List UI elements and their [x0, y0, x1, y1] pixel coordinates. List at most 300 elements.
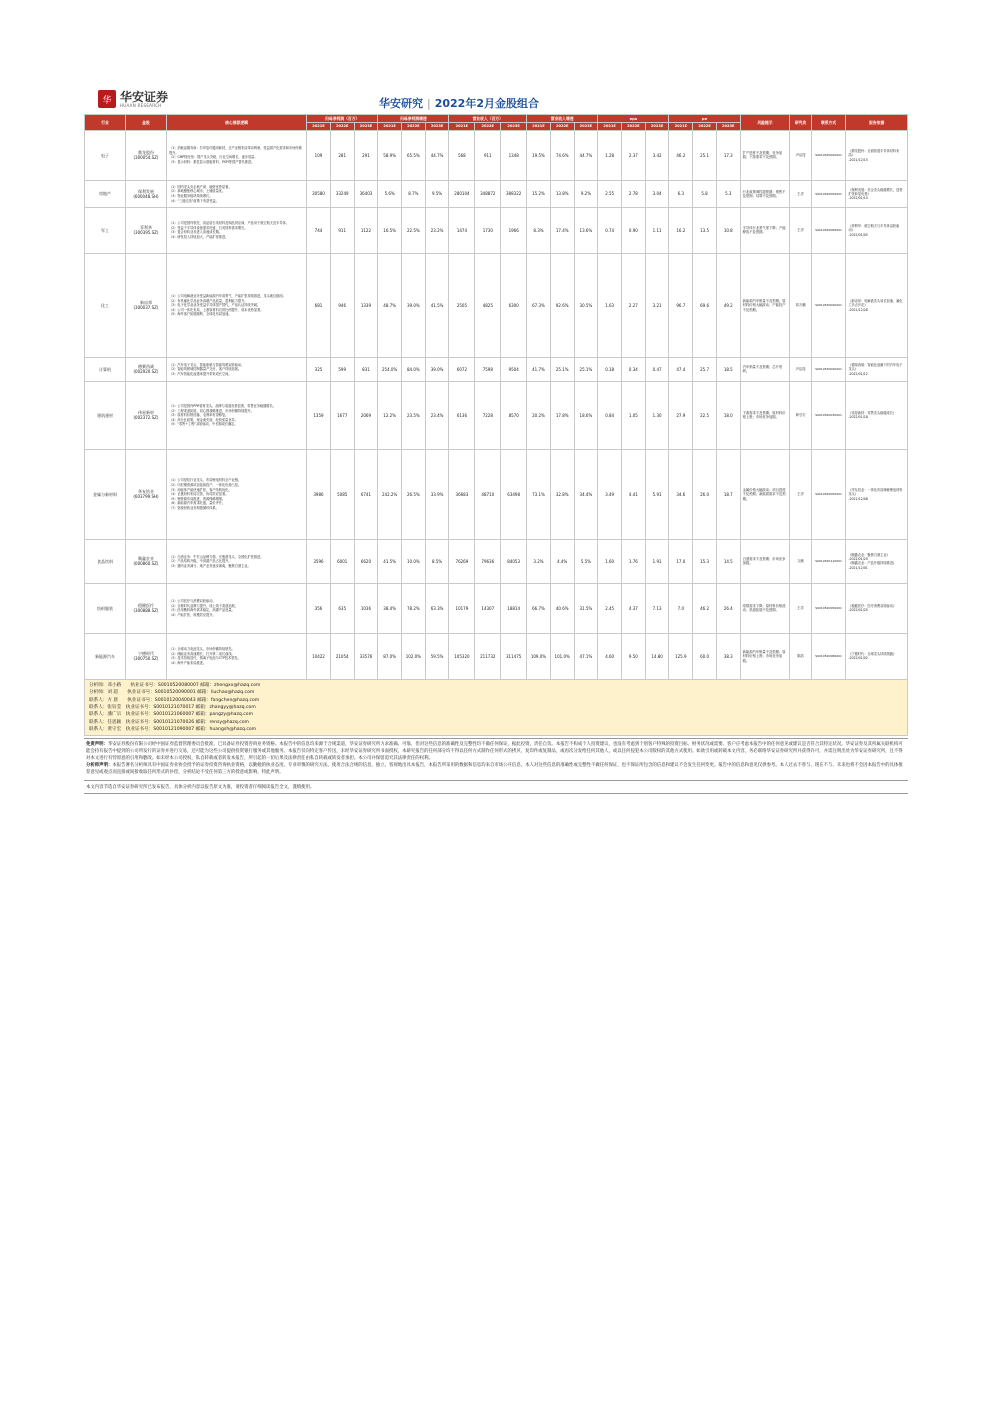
analyst-cell: 王洋 — [790, 207, 812, 253]
year-header: 2022E — [475, 123, 501, 131]
year-header: 2021E — [598, 123, 622, 131]
value-cell: 2069 — [354, 381, 378, 449]
value-cell: 4825 — [475, 253, 501, 357]
value-cell: 7.0 — [669, 583, 693, 633]
value-cell: 3.04 — [645, 180, 669, 207]
risk-cell: 汽车销量不及预期；芯片短缺。 — [740, 357, 790, 381]
value-cell: 8570 — [501, 381, 527, 449]
value-cell: 25.1% — [574, 357, 598, 381]
reason-cell: （1）国内龙头央企地产商，融资优势显著。 （2）拿地聚焦核心城市，土储质量优。 （3）物业服务板块持续增长。 （4）“三道红线”政策下有望受益。 — [166, 180, 306, 207]
contact-cell: S0010520020001 — [811, 253, 846, 357]
value-cell: 348872 — [475, 180, 501, 207]
col-profit: 归母净利润（百万） — [307, 115, 378, 123]
value-cell: 16.5% — [378, 207, 402, 253]
value-cell: 7.13 — [645, 583, 669, 633]
value-cell: 3596 — [307, 539, 331, 583]
table-row — [85, 207, 908, 253]
page-header — [84, 90, 908, 114]
value-cell: 22.5 — [693, 381, 717, 449]
value-cell: 635 — [330, 583, 354, 633]
value-cell: 18814 — [501, 583, 527, 633]
value-cell: 48710 — [475, 449, 501, 539]
value-cell: 23.2% — [425, 207, 449, 253]
value-cell: 7598 — [475, 357, 501, 381]
value-cell: 2.55 — [598, 180, 622, 207]
industry-cell: 建筑建材 — [85, 381, 126, 449]
value-cell: 102.0% — [402, 633, 426, 679]
reason-cell: （1）公司电解液业务受益新能源汽车高景气，产能扩张持续推进，龙头地位稳固。 （2）有机氟化学品业务高端产品放量，盈利能力提升。 （3）电子化学品业务受益半导体国产替代，产品认证持续突破。 （4）公司一体化布局，上游原材料自供比例提升，成本优势显著。 （5）海外客户拓展顺利，全球化布局加速。 — [166, 253, 306, 357]
industry-cell: 纺织服装 — [85, 583, 126, 633]
contact-line: 分析师：邓小路 执业证书号：S0010520080007 邮箱：zhengxx@hazq.com — [89, 682, 261, 688]
value-cell: 109 — [307, 130, 331, 180]
value-cell: 18.7 — [716, 449, 740, 539]
brand-name: 华安研究 — [379, 97, 423, 110]
value-cell: 9.2% — [574, 180, 598, 207]
value-cell: 8.5% — [425, 539, 449, 583]
year-header: 2021E — [527, 123, 551, 131]
col-stock: 金股 — [125, 115, 166, 131]
value-cell: 1348 — [501, 130, 527, 180]
value-cell: 6001 — [330, 539, 354, 583]
value-cell: 8.3% — [527, 207, 551, 253]
analyst-cell: 王洋 — [790, 449, 812, 539]
value-cell: 41.7% — [527, 357, 551, 381]
value-cell: 76269 — [449, 539, 475, 583]
value-cell: 1966 — [501, 207, 527, 253]
value-cell: 14307 — [475, 583, 501, 633]
value-cell: 1677 — [330, 381, 354, 449]
value-cell: 17.4% — [550, 207, 574, 253]
report-subtitle: 2022年2月金股组合 — [434, 97, 539, 110]
risk-cell: 下游需求不及预期；原材料价格上涨；市场竞争加剧。 — [740, 381, 790, 449]
contact-line: 联系人：任思颖 执业证书号：S0010121070026 邮箱：rensy@hazq.com — [89, 719, 250, 725]
value-cell: 65.5% — [402, 130, 426, 180]
industry-cell: 金属与新材料 — [85, 449, 126, 539]
disclaimer-text: 华安证券股份有限公司经中国证券监督管理委员会批准，已具备证券投资咨询业务资格。本报告中的信息均来源于合规渠道，华安证券研究所力求准确、可靠，但对这些信息的准确性及完整性均不做任何保证，据此投资，责任自负。本报告不构成个人投资建议，也没有考虑到个别客户特殊的投资目标、财务状况或需要。客户应考虑本报告中的任何意见或建议是否符合其特定状况。华安证券及其所属关联机构可能会持有报告中提到的公司所发行的证券并进行交易，还可能为这些公司提供投资银行服务或其他服务。本报告仅向特定客户传送，未经华安证券研究所书面授权，本研究报告的任何部分均不得以任何方式制作任何形式的拷贝、复印件或复制品，或再次分发给任何其他人，或以任何侵犯本公司版权的其他方式使用。如欲引用或转载本文内容，务必联络华安证券研究所并获得许可，并需注明出处为华安证券研究所，且不得对本文进行有悖原意的引用和删改。如未经本公司授权，私自转载或者转发本报告，所引起的一切后果及法律责任由私自转载或转发者承担。本公司并保留追究其法律责任的权利。 — [86, 742, 903, 762]
industry-cell: 计算机 — [85, 357, 126, 381]
value-cell: 13.8% — [550, 180, 574, 207]
value-cell: 36683 — [449, 449, 475, 539]
value-cell: 15.2% — [527, 180, 551, 207]
stock-cell: 顺鑫农业 (000860.SZ) — [125, 539, 166, 583]
value-cell: 1474 — [449, 207, 475, 253]
value-cell: 1339 — [354, 253, 378, 357]
reason-cell: （1）公司是国内PPR管材龙头，品牌与渠道优势显著，零售业务稳健增长。 （2）工程渠道拓展，同心圆战略推进，市场份额持续提升。 （3）原材料价格回落，毛利率有望修复。 （4）高分红政策，现金流充裕，经营质量优异。 （5）“零售+工程”双轮驱动，中长期成长确定。 — [166, 381, 306, 449]
value-cell: 36403 — [354, 180, 378, 207]
reason-cell: （1）公司是国内领先、高品质石英材料及制品供应商，产品用于航空航天及半导体。 （2）受益于半导体设备需求旺盛，石英材料需求增长。 （3）复合材料业务进入高速成长期。 （4）研发投入持续加大，产能扩张推进。 — [166, 207, 306, 253]
gold-stock-table — [84, 114, 908, 680]
value-cell: 1.91 — [645, 539, 669, 583]
value-cell: 18.0 — [716, 381, 740, 449]
value-cell: 9.50 — [622, 633, 646, 679]
value-cell: 5.91 — [645, 449, 669, 539]
table-row — [85, 381, 908, 449]
analyst-cell: 王洋 — [790, 180, 812, 207]
table-row — [85, 539, 908, 583]
value-cell: 26.5% — [402, 449, 426, 539]
value-cell: 66.7% — [527, 583, 551, 633]
value-cell: 2.37 — [622, 130, 646, 180]
value-cell: 26.0 — [693, 449, 717, 539]
risk-cell: 金属价格大幅波动；项目进度不及预期；新能源需求不及预期。 — [740, 449, 790, 539]
value-cell: 30580 — [307, 180, 331, 207]
analyst-cell: 刘万鹏 — [790, 253, 812, 357]
value-cell: 30.5% — [574, 253, 598, 357]
value-cell: 23.5% — [402, 381, 426, 449]
value-cell: 15.3 — [693, 539, 717, 583]
value-cell: 356 — [307, 583, 331, 633]
value-cell: 67.3% — [527, 253, 551, 357]
value-cell: 1.11 — [645, 207, 669, 253]
risk-cell: 新能源汽车销量不及预期；原材料价格大幅波动；产能投产不及预期。 — [740, 253, 790, 357]
report-cell: 《保利发展：央企龙头稳健增长，逆势扩张彰显优势》 -2022/01/10 — [846, 180, 908, 207]
value-cell: 25.1% — [550, 357, 574, 381]
value-cell: 8.7% — [402, 180, 426, 207]
value-cell: 831 — [354, 357, 378, 381]
col-revenue-growth: 营业收入增速 — [527, 115, 598, 123]
risk-cell: 扩产进度不及预期；竞争加剧；下游需求不及预期。 — [740, 130, 790, 180]
value-cell: 5.5% — [574, 539, 598, 583]
contact-line: 联系人：方 晨 执业证书号：S0010120040043 邮箱：fangchen@hazq.com — [89, 697, 260, 703]
value-cell: 911 — [330, 207, 354, 253]
value-cell: 73.1% — [527, 449, 551, 539]
contact-cell: S0010520050001 — [811, 583, 846, 633]
report-cell: 《菲利华：航空航天与半导体双轮驱动》 -2022/01/05 — [846, 207, 908, 253]
value-cell: 6300 — [501, 253, 527, 357]
logo-cn: 华安证券 — [120, 89, 169, 104]
value-cell: 0.84 — [598, 381, 622, 449]
value-cell: 41.5% — [425, 253, 449, 357]
value-cell: 568 — [449, 130, 475, 180]
value-cell: 5.8 — [693, 180, 717, 207]
value-cell: 3.21 — [645, 253, 669, 357]
report-cell: 《华友钴业：一体化布局铸就锂电材料龙头》 -2021/12/08 — [846, 449, 908, 539]
contact-cell: S0010520060001 — [811, 207, 846, 253]
value-cell: 84.0% — [402, 357, 426, 381]
analyst-cell: 文献 — [790, 539, 812, 583]
value-cell: 26.4 — [716, 583, 740, 633]
title-separator: | — [427, 97, 431, 110]
value-cell: 6741 — [354, 449, 378, 539]
value-cell: 3.49 — [598, 449, 622, 539]
contact-cell: S0010520030001 — [811, 381, 846, 449]
value-cell: 1.30 — [645, 381, 669, 449]
stock-cell: 保利发展 (600048.SH) — [125, 180, 166, 207]
value-cell: 0.47 — [645, 357, 669, 381]
value-cell: 1730 — [475, 207, 501, 253]
contacts-block — [84, 680, 908, 736]
report-cell: 《伟星新材：零售龙头稳健成长》 -2022/01/18 — [846, 381, 908, 449]
value-cell: 0.90 — [622, 207, 646, 253]
table-row — [85, 253, 908, 357]
value-cell: 211732 — [475, 633, 501, 679]
value-cell: 33249 — [330, 180, 354, 207]
value-cell: 46.2 — [669, 130, 693, 180]
stock-cell: 菲利华 (300395.SZ) — [125, 207, 166, 253]
value-cell: 14.80 — [645, 633, 669, 679]
table-row — [85, 449, 908, 539]
value-cell: 1.63 — [598, 253, 622, 357]
contact-line: 分析师：刘 超 执业证书号：S0010520090001 邮箱：liuchao@hazq.com — [89, 690, 255, 696]
value-cell: 49.2 — [716, 253, 740, 357]
report-cell: 《鼎龙股份：全面拓展半导体材料布局》 -2021/12/15 — [846, 130, 908, 180]
value-cell: 744 — [307, 207, 331, 253]
value-cell: 0.74 — [598, 207, 622, 253]
col-eps: eps — [598, 115, 669, 123]
reason-cell: （1）公司医疗与消费双轮驱动。 （2）全棉时代品牌力提升，线上线下渠道拓展。 （3）医用敷料海外需求稳定，高端产品放量。 （4）产能扩张，规模效应提升。 — [166, 583, 306, 633]
year-header: 2023E — [425, 123, 449, 131]
logo-en: HUAAN RESEARCH — [120, 102, 162, 108]
stock-cell: 鼎龙股份 (300054.SZ) — [125, 130, 166, 180]
year-header: 2021E — [307, 123, 331, 131]
value-cell: 63.3% — [425, 583, 449, 633]
stock-cell: 稳健医疗 (300888.SZ) — [125, 583, 166, 633]
value-cell: 47.4 — [669, 357, 693, 381]
value-cell: 79636 — [475, 539, 501, 583]
analyst-cell: 陈浩 — [790, 633, 812, 679]
table-row — [85, 357, 908, 381]
table-row — [85, 633, 908, 679]
value-cell: 5.3 — [716, 180, 740, 207]
stock-cell: 宁德时代 (300750.SZ) — [125, 633, 166, 679]
value-cell: 1.76 — [622, 539, 646, 583]
contact-cell: S0010520080001 — [811, 633, 846, 679]
col-pe: pe — [669, 115, 740, 123]
value-cell: 2.45 — [598, 583, 622, 633]
value-cell: 281 — [330, 130, 354, 180]
value-cell: 74.6% — [550, 130, 574, 180]
analyst-cell: 尹沿技 — [790, 357, 812, 381]
analyst-cell: 王洋 — [790, 583, 812, 633]
value-cell: 5.6% — [378, 180, 402, 207]
reason-cell: （1）消耗品服务商：打印复印通用耗材，全产业链布局带动利润，受益国产化需求和市场份额提升。 （2）CMP抛光垫：国产龙头突破，行业空间增长，逐步放量。 （3）显示材料：柔性显示基板材料、PSPI等国产替代推进。 — [166, 130, 306, 180]
value-cell: 58.9% — [378, 130, 402, 180]
value-cell: 10422 — [307, 633, 331, 679]
value-cell: 44.7% — [425, 130, 449, 180]
year-header: 2023E — [716, 123, 740, 131]
year-header: 2021E — [378, 123, 402, 131]
year-header: 2021E — [669, 123, 693, 131]
value-cell: 34.6 — [669, 449, 693, 539]
value-cell: 39.0% — [402, 253, 426, 357]
table-body — [85, 130, 908, 679]
value-cell: 1359 — [307, 381, 331, 449]
value-cell: 33576 — [354, 633, 378, 679]
value-cell: 17.8% — [550, 381, 574, 449]
value-cell: 14.5 — [716, 539, 740, 583]
value-cell: 1122 — [354, 207, 378, 253]
value-cell: 33.9% — [425, 449, 449, 539]
value-cell: 48.7% — [378, 253, 402, 357]
col-revenue: 营业收入（百万） — [449, 115, 527, 123]
value-cell: 280104 — [449, 180, 475, 207]
value-cell: 2.78 — [622, 180, 646, 207]
contact-line: 联系人：张钰莹 执业证书号：S0010121070017 邮箱：zhangyy@hazq.com — [89, 705, 256, 710]
year-header: 2022E — [693, 123, 717, 131]
page-title — [379, 95, 539, 111]
value-cell: 59.5% — [425, 633, 449, 679]
value-cell: 5085 — [330, 449, 354, 539]
value-cell: 18.6% — [574, 381, 598, 449]
year-header: 2021E — [449, 123, 475, 131]
value-cell: 109.0% — [527, 633, 551, 679]
risk-cell: 半导体行业景气度下降；产能释放不及预期。 — [740, 207, 790, 253]
value-cell: 1036 — [354, 583, 378, 633]
contact-line: 联系人：潘广宗 执业证书号：S0010121060007 邮箱：pangzy@hazq.com — [89, 712, 254, 718]
value-cell: 46.2 — [693, 583, 717, 633]
value-cell: 63498 — [501, 449, 527, 539]
report-cell: 《稳健医疗：医疗消费双轮驱动》 -2022/01/25 — [846, 583, 908, 633]
value-cell: 19.5% — [527, 130, 551, 180]
contact-cell: S0010520020001 — [811, 130, 846, 180]
value-cell: 6072 — [449, 357, 475, 381]
table-row — [85, 180, 908, 207]
year-header: 2022E — [550, 123, 574, 131]
value-cell: 9.5% — [425, 180, 449, 207]
value-cell: 10179 — [449, 583, 475, 633]
value-cell: 0.34 — [622, 357, 646, 381]
value-cell: 40.6% — [550, 583, 574, 633]
contact-cell: S0010520020001 — [811, 357, 846, 381]
year-header: 2022E — [330, 123, 354, 131]
year-header: 2023E — [574, 123, 598, 131]
col-report: 报告依据 — [846, 115, 908, 131]
value-cell: 242.2% — [378, 449, 402, 539]
report-cell: 《德赛西威：智能化浪潮下的汽车电子龙头》 -2022/01/12 — [846, 357, 908, 381]
industry-cell: 房地产 — [85, 180, 126, 207]
risk-cell: 行业政策调控超预期；销售不及预期；结算不及预期。 — [740, 180, 790, 207]
value-cell: 4.41 — [622, 449, 646, 539]
col-reason: 核心推荐逻辑 — [166, 115, 306, 131]
report-cell: 《宁德时代：全球龙头持续领跑》 -2022/01/02 — [846, 633, 908, 679]
value-cell: 101.0% — [550, 633, 574, 679]
col-analyst: 研究员 — [790, 115, 812, 131]
value-cell: 105320 — [449, 633, 475, 679]
value-cell: 388322 — [501, 180, 527, 207]
contact-line: 联系人：黄守宏 执业证书号：S0010121090007 邮箱：huangsh@hazq.com — [89, 727, 257, 733]
disclaimer-label: 免责声明： — [86, 742, 108, 748]
value-cell: 38.3 — [716, 633, 740, 679]
industry-cell: 新能源汽车 — [85, 633, 126, 679]
value-cell: 325 — [307, 357, 331, 381]
industry-cell: 电子 — [85, 130, 126, 180]
contact-cell: S0010520050001 — [811, 449, 846, 539]
value-cell: 6620 — [354, 539, 378, 583]
value-cell: 10.8 — [716, 207, 740, 253]
page — [84, 90, 908, 794]
value-cell: 6.3 — [669, 180, 693, 207]
value-cell: 9504 — [501, 357, 527, 381]
value-cell: 16.2 — [669, 207, 693, 253]
value-cell: 599 — [330, 357, 354, 381]
value-cell: 69.6 — [693, 253, 717, 357]
seal-icon: 华 — [98, 90, 116, 108]
contact-cell: S0010520050001 — [811, 180, 846, 207]
value-cell: 84053 — [501, 539, 527, 583]
stock-cell: 伟星新材 (002372.SZ) — [125, 381, 166, 449]
value-cell: 18.5 — [716, 357, 740, 381]
col-contact: 联系方式 — [811, 115, 846, 131]
value-cell: 2505 — [449, 253, 475, 357]
value-cell: 681 — [307, 253, 331, 357]
stock-cell: 新宙邦 (300037.SZ) — [125, 253, 166, 357]
value-cell: 41.5% — [378, 539, 402, 583]
risk-cell: 白酒需求不及预期；市场竞争加剧。 — [740, 539, 790, 583]
reason-cell: （1）汽车电子龙头，智能座舱与智能驾驶双轮驱动。 （2）智能驾驶域控制器量产交付，客户持续拓展。 （3）汽车智能化渗透率提升带来成长空间。 — [166, 357, 306, 381]
value-cell: 38.4% — [378, 583, 402, 633]
value-cell: 7228 — [475, 381, 501, 449]
year-header: 2022E — [402, 123, 426, 131]
col-risk: 风险提示 — [740, 115, 790, 131]
value-cell: 4.4% — [550, 539, 574, 583]
value-cell: 291 — [354, 130, 378, 180]
stock-cell: 德赛西威 (002920.SZ) — [125, 357, 166, 381]
value-cell: 17.0 — [669, 539, 693, 583]
value-cell: 92.6% — [550, 253, 574, 357]
value-cell: 31.5% — [574, 583, 598, 633]
value-cell: 2.27 — [622, 253, 646, 357]
risk-cell: 新能源汽车销量不及预期；原材料价格上涨；市场竞争加剧。 — [740, 633, 790, 679]
table-row — [85, 130, 908, 180]
value-cell: 20.2% — [527, 381, 551, 449]
value-cell: 34.4% — [574, 449, 598, 539]
year-header: 2023E — [645, 123, 669, 131]
analyst-statement-text: 本报告署名分析师具有中国证券业协会授予的证券投资咨询执业资格，以勤勉的执业态度、专业审慎的研究方法，使用合法合规的信息，独立、客观地出具本报告，本报告所采用的数据和信息均来自市场公开信息，本人对这些信息的准确性或完整性不做任何保证，也不保证所包含的信息和建议不会发生任何变更。报告中的信息和意见仅供参考。本人过去不曾与、现在不与、未来也将不会因本报告中的具体推荐意见或观点而直接或间接收取任何形式的补偿，分析结论不受任何第三方的授意或影响，特此声明。 — [86, 762, 903, 775]
value-cell: 13.6% — [574, 207, 598, 253]
reason-cell: （1）全球动力电池龙头，市场份额持续领先。 （2）储能业务高速增长，打开第二成长曲线。 （3）技术持续迭代，钠离子电池与CTP技术领先。 （4）海外产能布局推进。 — [166, 633, 306, 679]
year-header: 2023E — [354, 123, 378, 131]
value-cell: 22.5% — [402, 207, 426, 253]
report-cell: 《新宙邦：电解液龙头成长加速，氟化工多点开花》 -2021/12/28 — [846, 253, 908, 357]
value-cell: 12.2% — [378, 381, 402, 449]
reason-cell: （1）公司是钴行业龙头，布局锂电材料全产业链。 （2）印尼镍资源项目陆续投产，一体化优势凸显。 （3）前驱体产能快速扩张，客户结构优化。 （4）正极材料布局完善，协同效应显著。 （5）锂资源布局推进，资源保障增强。 （6）新能源汽车需求旺盛，量价齐升。 （7）资源回收业务构建循环体系。 — [166, 449, 306, 539]
value-cell: 311475 — [501, 633, 527, 679]
analyst-cell: 黄守宏 — [790, 381, 812, 449]
value-cell: 1.60 — [598, 539, 622, 583]
analyst-cell: 尹沿技 — [790, 130, 812, 180]
value-cell: 911 — [475, 130, 501, 180]
value-cell: 23.4% — [425, 381, 449, 449]
value-cell: 32.8% — [550, 449, 574, 539]
industry-cell: 军工 — [85, 207, 126, 253]
value-cell: 25.7 — [693, 357, 717, 381]
value-cell: 96.7 — [669, 253, 693, 357]
industry-cell: 化工 — [85, 253, 126, 357]
risk-cell: 疫情需求下降；原材料价格波动；渠道拓展不及预期。 — [740, 583, 790, 633]
value-cell: 10.0% — [402, 539, 426, 583]
value-cell: 39.0% — [425, 357, 449, 381]
col-industry: 行业 — [85, 115, 126, 131]
value-cell: 4.37 — [622, 583, 646, 633]
footnote: 本文内容节选自华安证券研究所已发布报告，具体分析内容以报告原文为准，请投资者仔细阅读报告全文，谨慎使用。 — [84, 780, 908, 794]
stock-cell: 华友钴业 (603799.SH) — [125, 449, 166, 539]
brand-logo — [98, 90, 168, 108]
table-row — [85, 583, 908, 633]
value-cell: 78.2% — [402, 583, 426, 633]
industry-cell: 食品饮料 — [85, 539, 126, 583]
value-cell: 3.2% — [527, 539, 551, 583]
value-cell: 17.3 — [716, 130, 740, 180]
logo-text — [120, 91, 168, 108]
value-cell: 1.28 — [598, 130, 622, 180]
year-header: 2022E — [622, 123, 646, 131]
value-cell: 1.05 — [622, 381, 646, 449]
value-cell: 25.1 — [693, 130, 717, 180]
value-cell: 946 — [330, 253, 354, 357]
col-profit-growth: 归母净利润增速 — [378, 115, 449, 123]
value-cell: 6136 — [449, 381, 475, 449]
contact-cell: S0010520110001 — [811, 539, 846, 583]
